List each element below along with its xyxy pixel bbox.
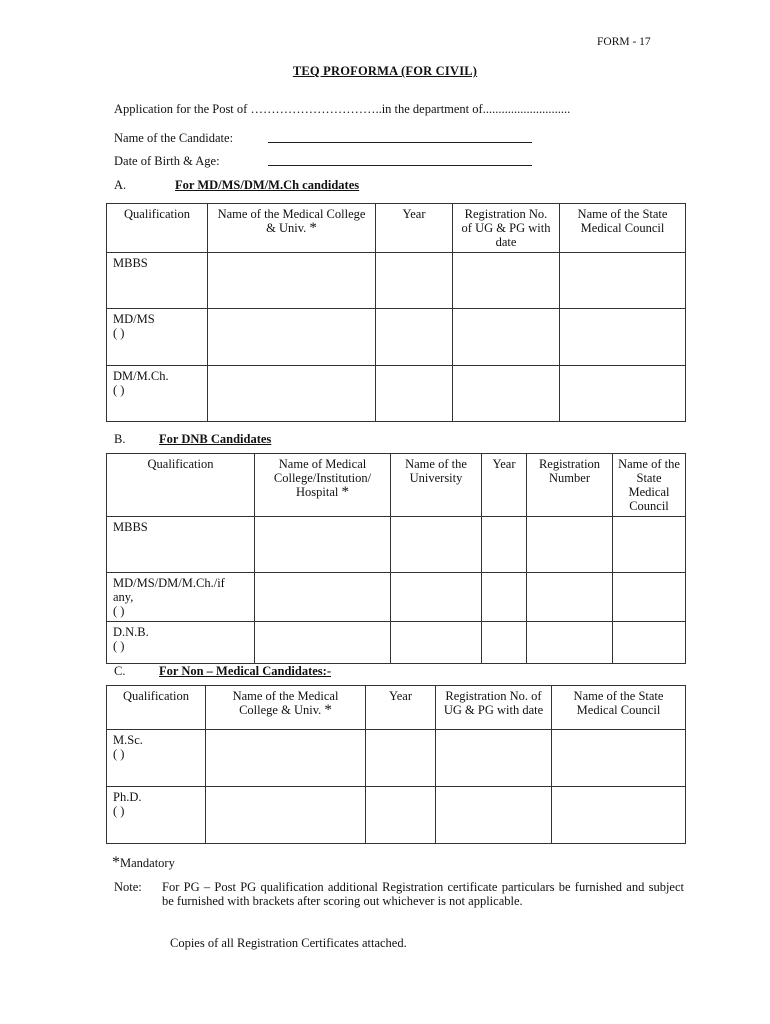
note-text: For PG – Post PG qualification additional Registration certificate particulars be furnished and subject be furnished with brackets after scoring out whichever is not applicable. [162, 880, 684, 908]
input-cell[interactable] [560, 366, 686, 422]
header-state-council: Name of the State Medical Council [560, 204, 686, 253]
input-cell[interactable] [255, 622, 391, 664]
section-c-table [106, 685, 686, 844]
input-cell[interactable] [453, 366, 560, 422]
input-cell[interactable] [552, 730, 686, 787]
row-label: D.N.B. [113, 625, 149, 639]
candidate-name-field[interactable] [268, 142, 532, 143]
qualification-cell [107, 787, 206, 844]
table-row [107, 253, 686, 309]
input-cell[interactable] [376, 366, 453, 422]
mandatory-note [112, 854, 175, 872]
qualification-cell [107, 253, 208, 309]
table-row [107, 730, 686, 787]
header-medical-college [206, 686, 366, 730]
header-qualification: Qualification [107, 454, 255, 517]
dob-label: Date of Birth & Age: [114, 154, 220, 168]
row-label: MD/MS/DM/M.Ch./if [113, 576, 225, 590]
mandatory-label: Mandatory [120, 856, 175, 870]
qualification-cell [107, 366, 208, 422]
input-cell[interactable] [255, 517, 391, 573]
candidate-name-label: Name of the Candidate: [114, 131, 234, 145]
input-cell[interactable] [552, 787, 686, 844]
input-cell[interactable] [527, 517, 613, 573]
row-label: MBBS [113, 520, 148, 534]
table-row [107, 366, 686, 422]
input-cell[interactable] [208, 253, 376, 309]
row-bracket: ( ) [113, 326, 125, 340]
header-year: Year [366, 686, 436, 730]
qualification-cell [107, 517, 255, 573]
copies-attached-text: Copies of all Registration Certificates attached. [170, 936, 407, 950]
qualification-cell [107, 730, 206, 787]
table-row [107, 787, 686, 844]
header-state-council: Name of the State Medical Council [613, 454, 686, 517]
qualification-cell [107, 573, 255, 622]
input-cell[interactable] [366, 730, 436, 787]
application-post-line: Application for the Post of …………………………..in the department of............................ [114, 102, 571, 116]
table-header-row [107, 454, 686, 517]
table-row [107, 517, 686, 573]
input-cell[interactable] [560, 309, 686, 366]
input-cell[interactable] [376, 253, 453, 309]
section-c-heading: For Non – Medical Candidates:- [159, 664, 331, 678]
input-cell[interactable] [391, 573, 482, 622]
form-number: FORM - 17 [597, 36, 651, 48]
section-b-letter: B. [114, 432, 126, 446]
input-cell[interactable] [208, 366, 376, 422]
mandatory-star-icon: * [112, 854, 120, 871]
input-cell[interactable] [560, 253, 686, 309]
input-cell[interactable] [482, 622, 527, 664]
header-registration: Registration Number [527, 454, 613, 517]
row-label: MD/MS [113, 312, 155, 326]
row-line-2: any, [113, 590, 134, 604]
section-b-heading: For DNB Candidates [159, 432, 272, 446]
table-header-row [107, 204, 686, 253]
row-label: DM/M.Ch. [113, 369, 169, 383]
input-cell[interactable] [482, 517, 527, 573]
row-bracket: ( ) [113, 747, 125, 761]
section-b-table [106, 453, 686, 664]
input-cell[interactable] [255, 573, 391, 622]
header-medical-college [208, 204, 376, 253]
mandatory-star-icon: * [324, 702, 332, 718]
header-year: Year [482, 454, 527, 517]
header-medical-college-label: Name of the Medical College & Univ. [232, 689, 339, 717]
note-label: Note: [114, 880, 142, 894]
row-label: MBBS [113, 256, 148, 270]
input-cell[interactable] [391, 517, 482, 573]
section-a-heading: For MD/MS/DM/M.Ch candidates [175, 178, 360, 192]
row-label: M.Sc. [113, 733, 143, 747]
input-cell[interactable] [366, 787, 436, 844]
header-registration: Registration No. of UG & PG with date [453, 204, 560, 253]
input-cell[interactable] [208, 309, 376, 366]
row-bracket: ( ) [113, 804, 125, 818]
header-qualification: Qualification [107, 686, 206, 730]
header-medical-college-label: Name of Medical College/Institution/ Hospital [273, 457, 372, 499]
row-bracket: ( ) [113, 383, 125, 397]
input-cell[interactable] [527, 622, 613, 664]
mandatory-star-icon: * [341, 484, 349, 500]
header-registration: Registration No. of UG & PG with date [436, 686, 552, 730]
header-university: Name of the University [391, 454, 482, 517]
input-cell[interactable] [436, 787, 552, 844]
input-cell[interactable] [613, 517, 686, 573]
header-medical-college [255, 454, 391, 517]
input-cell[interactable] [453, 253, 560, 309]
section-a-letter: A. [114, 178, 127, 192]
dob-field[interactable] [268, 165, 532, 166]
page-title: TEQ PROFORMA (FOR CIVIL) [292, 64, 478, 78]
row-line-2: ( ) [113, 639, 125, 653]
input-cell[interactable] [206, 787, 366, 844]
input-cell[interactable] [376, 309, 453, 366]
table-row [107, 573, 686, 622]
input-cell[interactable] [613, 573, 686, 622]
table-row [107, 622, 686, 664]
mandatory-star-icon: * [309, 220, 317, 236]
table-header-row [107, 686, 686, 730]
row-label: Ph.D. [113, 790, 142, 804]
qualification-cell [107, 309, 208, 366]
header-state-council: Name of the State Medical Council [552, 686, 686, 730]
header-medical-college-label: Name of the Medical College & Univ. [217, 207, 366, 235]
header-year: Year [376, 204, 453, 253]
input-cell[interactable] [613, 622, 686, 664]
section-c-letter: C. [114, 664, 126, 678]
qualification-cell [107, 622, 255, 664]
table-row [107, 309, 686, 366]
header-qualification: Qualification [107, 204, 208, 253]
row-line-3: ( ) [113, 604, 125, 618]
input-cell[interactable] [453, 309, 560, 366]
section-a-table [106, 203, 686, 422]
input-cell[interactable] [482, 573, 527, 622]
input-cell[interactable] [527, 573, 613, 622]
input-cell[interactable] [391, 622, 482, 664]
input-cell[interactable] [436, 730, 552, 787]
input-cell[interactable] [206, 730, 366, 787]
